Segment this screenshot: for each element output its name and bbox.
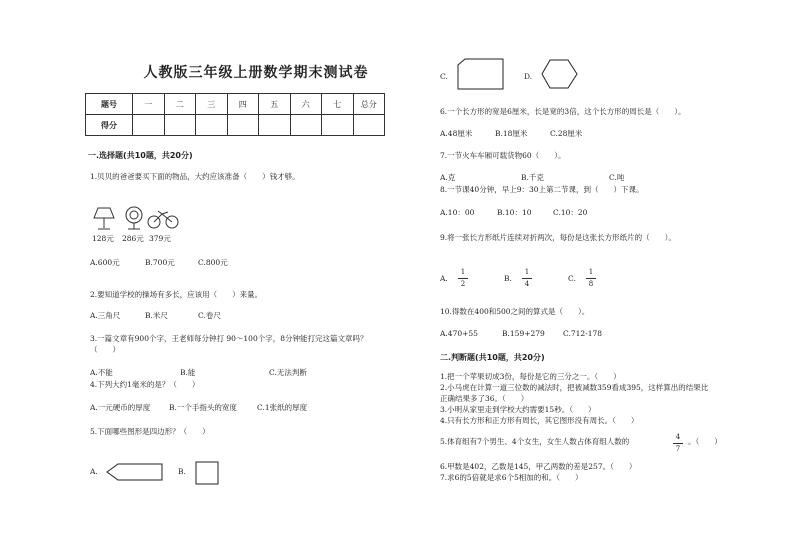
fan-icon xyxy=(126,207,142,229)
option-c[interactable]: C. xyxy=(440,72,448,81)
question-text: 7.一节火车车厢可载货物60（ ）。 xyxy=(440,151,566,160)
option-b[interactable]: B.米尺 xyxy=(145,311,168,320)
fraction xyxy=(673,433,683,454)
judge-item: 3.小明从家里走到学校大约需要15秒。（ ） xyxy=(440,405,596,414)
page-title: 人教版三年级上册数学期末测试卷 xyxy=(143,65,369,81)
question-text: 1.贝贝的爸爸要买下面的物品，大约应该准备（ ）钱才够。 xyxy=(90,172,300,181)
table-cell: 五 xyxy=(259,94,291,115)
option-b[interactable]: B.18厘米 xyxy=(495,129,528,138)
option-a[interactable]: A. xyxy=(90,467,98,476)
score-input-cell[interactable] xyxy=(259,115,291,136)
denominator: 7 xyxy=(675,445,681,453)
score-table-header-row xyxy=(86,94,385,115)
judge-item: 6.甲数是402，乙数是145，甲乙两数的差是257。（ ） xyxy=(440,462,637,471)
score-input-cell[interactable] xyxy=(322,115,354,136)
table-cell: 七 xyxy=(322,94,354,115)
option-b[interactable]: B.一个手指头的宽度 xyxy=(169,403,237,412)
question-text: 3.一篇文章有900个字，王老师每分钟打 90～100个字，8分钟能打完这篇文章吗？ xyxy=(90,334,368,343)
question-blank: （ ） xyxy=(90,345,120,354)
score-input-cell[interactable] xyxy=(164,115,196,136)
option-c[interactable]: C.10：20 xyxy=(553,208,588,217)
judge-item-continuation: 正确结果多了36。（ ） xyxy=(440,394,529,403)
option-c[interactable]: C.卷尺 xyxy=(198,311,221,320)
denominator: 2 xyxy=(460,280,466,288)
denominator: 4 xyxy=(524,280,530,288)
option-c[interactable]: C.无法判断 xyxy=(269,368,307,377)
score-table-score-row xyxy=(86,115,385,136)
score-input-cell[interactable] xyxy=(290,115,322,136)
fraction-bar xyxy=(586,278,596,279)
question-text: 9.将一张长方形纸片连续对折两次，每份是这张长方形纸片的（ ）。 xyxy=(440,233,676,242)
table-cell: 三 xyxy=(196,94,228,115)
option-a[interactable]: A.三角尺 xyxy=(90,311,121,320)
option-a[interactable]: A.10：00 xyxy=(440,208,475,217)
price-label: 379元 xyxy=(149,234,171,243)
option-b[interactable]: B.159+279 xyxy=(502,329,545,338)
judge-item: 7.求6的5倍就是求6个5相加的和。（ ） xyxy=(440,473,583,482)
square-shape xyxy=(195,461,221,487)
judge-item: 5.体育组有7个男生、4个女生，女生人数占体育组人数的 xyxy=(440,437,630,446)
option-a[interactable]: A.不能 xyxy=(90,368,113,377)
option-a[interactable]: A.一元硬币的厚度 xyxy=(90,403,151,412)
numerator: 4 xyxy=(675,433,681,441)
option-c[interactable]: C.吨 xyxy=(609,173,625,182)
numerator: 1 xyxy=(588,268,594,276)
score-table xyxy=(85,93,385,136)
option-a[interactable]: A. xyxy=(440,274,448,283)
hexagon-shape xyxy=(541,59,579,91)
question-text: 6.一个长方形的宽是6厘米，长是宽的3倍，这个长方形的周长是（ ）。 xyxy=(440,107,686,116)
table-cell: 二 xyxy=(164,94,196,115)
score-input-cell[interactable] xyxy=(353,115,385,136)
option-b[interactable]: B.700元 xyxy=(145,258,175,267)
bicycle-icon xyxy=(148,211,178,228)
option-c[interactable]: C.28厘米 xyxy=(550,129,583,138)
trapezoid-shape xyxy=(457,58,505,92)
table-cell: 得分 xyxy=(86,115,133,136)
option-a[interactable]: A.48厘米 xyxy=(440,129,473,138)
fraction xyxy=(522,268,532,289)
table-cell: 题号 xyxy=(86,94,133,115)
option-a[interactable]: A.克 xyxy=(440,173,456,182)
score-input-cell[interactable] xyxy=(133,115,165,136)
option-b[interactable]: B.能 xyxy=(180,368,196,377)
option-c[interactable]: C.800元 xyxy=(198,258,228,267)
question-text: 4.下列大约1毫米的是？（ ） xyxy=(90,380,200,389)
question-text: 10.得数在400和500之间的算式是（ ）。 xyxy=(440,307,590,316)
fraction xyxy=(586,268,596,289)
option-b[interactable]: B. xyxy=(178,467,186,476)
denominator: 8 xyxy=(588,280,594,288)
fraction xyxy=(458,268,468,289)
table-cell: 六 xyxy=(290,94,322,115)
judge-item: 4.只有长方形和正方形有周长，其它图形没有周长。（ ） xyxy=(440,416,639,425)
price-label: 128元 xyxy=(92,234,114,243)
option-a[interactable]: A.600元 xyxy=(90,258,120,267)
fraction-bar xyxy=(673,443,683,444)
question-text: 8.一节课40分钟，早上9：30上第二节课，到（ ）下课。 xyxy=(440,185,644,194)
lamp-icon xyxy=(94,208,114,229)
option-b[interactable]: B.千克 xyxy=(521,173,544,182)
question-text: 5.下面哪些图形是四边形？（ ） xyxy=(90,427,210,436)
product-icons xyxy=(92,206,192,236)
numerator: 1 xyxy=(524,268,530,276)
option-d[interactable]: D. xyxy=(524,72,533,81)
fraction-bar xyxy=(458,278,468,279)
option-a[interactable]: A.470+55 xyxy=(440,329,478,338)
pentagon-arrow-shape xyxy=(106,463,166,483)
score-input-cell[interactable] xyxy=(227,115,259,136)
price-label: 286元 xyxy=(122,234,144,243)
question-text: 2.要知道学校的操场有多长，应该用（ ）来量。 xyxy=(90,290,263,299)
option-b[interactable]: B.10：10 xyxy=(497,208,532,217)
section-heading: 二.判断题(共10题，共20分) xyxy=(440,353,545,362)
section-heading: 一.选择题(共10题，共20分) xyxy=(88,151,193,160)
table-cell: 一 xyxy=(133,94,165,115)
fraction-bar xyxy=(522,278,532,279)
numerator: 1 xyxy=(460,268,466,276)
judge-item: 1.把一个苹果切成3份，每份是它的三分之一。（ ） xyxy=(440,372,621,381)
option-c[interactable]: C.712-178 xyxy=(563,329,603,338)
judge-item-tail: 。（ ） xyxy=(688,437,722,446)
table-cell: 四 xyxy=(227,94,259,115)
option-c[interactable]: C. xyxy=(568,274,576,283)
option-c[interactable]: C.1张纸的厚度 xyxy=(257,403,308,412)
score-input-cell[interactable] xyxy=(196,115,228,136)
option-b[interactable]: B. xyxy=(504,274,512,283)
judge-item: 2.小马虎在计算一道三位数的减法时，把被减数359看成395，这样算出的结果比 xyxy=(440,383,709,392)
table-cell: 总分 xyxy=(353,94,385,115)
